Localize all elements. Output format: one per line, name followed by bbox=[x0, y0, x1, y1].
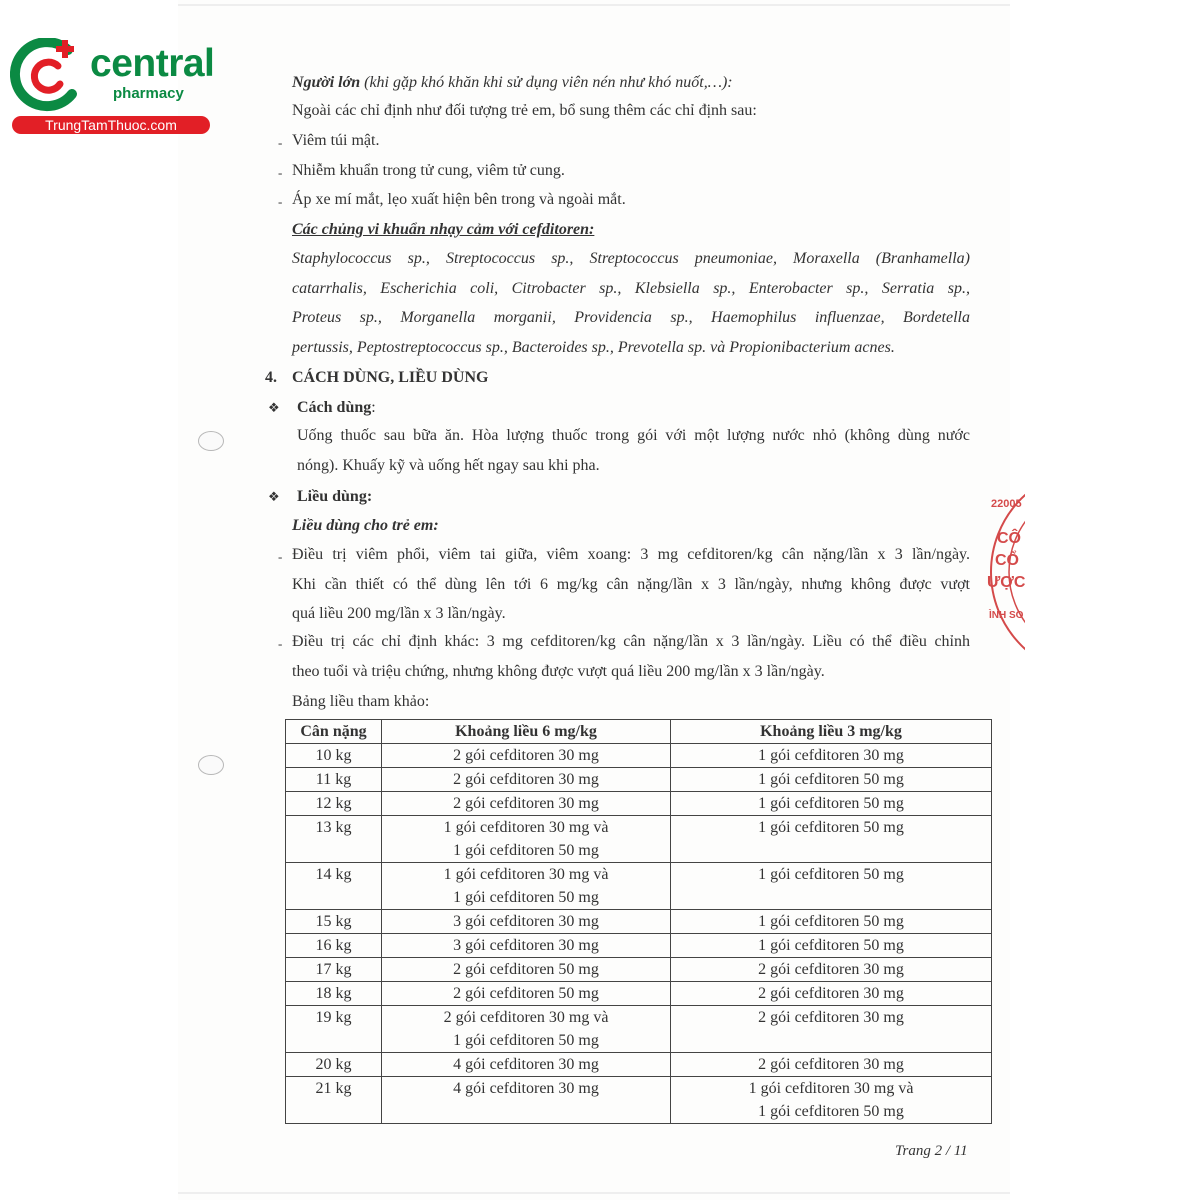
cell-dose-3 bbox=[671, 768, 992, 792]
dosage-item2-line-2: theo tuổi và triệu chứng, nhưng không được vượt quá liều 200 mg/lần x 3 lần/ngày. bbox=[292, 663, 825, 680]
cell-line: 1 gói cefditoren 50 mg bbox=[453, 842, 599, 859]
table-row bbox=[286, 1077, 992, 1124]
cell-dose-6 bbox=[382, 863, 671, 910]
adults-heading-bold: Người lớn bbox=[292, 74, 361, 91]
cell-line: 3 gói cefditoren 30 mg bbox=[453, 913, 599, 930]
table-row bbox=[286, 910, 992, 934]
table-row bbox=[286, 816, 992, 863]
adults-heading bbox=[292, 73, 733, 93]
cell-dose-6 bbox=[382, 982, 671, 1006]
cell-line: 4 gói cefditoren 30 mg bbox=[453, 1056, 599, 1073]
dash-bullet: - bbox=[278, 549, 283, 564]
cell-weight bbox=[286, 744, 382, 768]
dosage-item1-line-2: Khi cần thiết có thể dùng lên tới 6 mg/kg cân nặng/lần x 3 lần/ngày, nhưng không được vượt bbox=[292, 576, 970, 593]
bacteria-heading: Các chủng vi khuẩn nhạy cảm với cefditoren: bbox=[292, 221, 595, 238]
red-seal-stamp bbox=[985, 492, 1025, 652]
table-row bbox=[286, 982, 992, 1006]
cell-dose-3 bbox=[671, 1006, 992, 1053]
cell-dose-3 bbox=[671, 744, 992, 768]
cell-line: 2 gói cefditoren 30 mg bbox=[758, 961, 904, 978]
usage-line-1: Uống thuốc sau bữa ăn. Hòa lượng thuốc trong gói với một lượng nước nhỏ (không dùng nước bbox=[297, 427, 970, 444]
table-row bbox=[286, 863, 992, 910]
stamp-text: ÌNH SO bbox=[989, 610, 1024, 621]
cell-line: 15 kg bbox=[315, 913, 352, 930]
cell-line: 1 gói cefditoren 50 mg bbox=[758, 937, 904, 954]
cell-weight bbox=[286, 1053, 382, 1077]
cell-dose-6 bbox=[382, 934, 671, 958]
cell-line: 1 gói cefditoren 30 mg và bbox=[443, 866, 609, 883]
cell-line: 2 gói cefditoren 30 mg bbox=[758, 1056, 904, 1073]
section-title: CÁCH DÙNG, LIỀU DÙNG bbox=[292, 369, 489, 386]
bacteria-line-2: catarrhalis, Escherichia coli, Citrobacter sp., Klebsiella sp., Enterobacter sp., Serratia sp., bbox=[292, 280, 970, 297]
table-row bbox=[286, 1053, 992, 1077]
dose-reference-table bbox=[285, 719, 992, 1124]
cell-line: 2 gói cefditoren 30 mg và bbox=[443, 1009, 609, 1026]
cell-line: 1 gói cefditoren 50 mg bbox=[453, 1032, 599, 1049]
children-dosage-heading: Liều dùng cho trẻ em: bbox=[292, 517, 439, 534]
page-number: Trang 2 / 11 bbox=[895, 1143, 968, 1159]
cell-line: 17 kg bbox=[315, 961, 352, 978]
cell-dose-6 bbox=[382, 958, 671, 982]
cell-line: 4 gói cefditoren 30 mg bbox=[453, 1080, 599, 1097]
logo-site-banner: TrungTamThuoc.com bbox=[12, 116, 210, 134]
cell-dose-6 bbox=[382, 1006, 671, 1053]
dosage-heading: Liều dùng: bbox=[297, 488, 373, 505]
header-weight: Cân nặng bbox=[286, 720, 382, 744]
cell-line: 1 gói cefditoren 30 mg bbox=[758, 747, 904, 764]
central-pharmacy-logo[interactable] bbox=[10, 38, 215, 138]
cell-line: 13 kg bbox=[315, 819, 352, 836]
punch-hole bbox=[198, 755, 224, 775]
cell-dose-3 bbox=[671, 910, 992, 934]
cell-line: 14 kg bbox=[315, 866, 352, 883]
adults-item-2: Nhiễm khuẩn trong tử cung, viêm tử cung. bbox=[292, 162, 565, 179]
cell-dose-6 bbox=[382, 768, 671, 792]
page-top-edge bbox=[178, 4, 1010, 6]
cell-weight bbox=[286, 982, 382, 1006]
stamp-ring-icon bbox=[985, 492, 1025, 652]
cell-line: 2 gói cefditoren 30 mg bbox=[758, 1009, 904, 1026]
usage-line-2: nóng). Khuấy kỹ và uống hết ngay sau khi pha. bbox=[297, 457, 600, 474]
cell-line: 21 kg bbox=[315, 1080, 352, 1097]
dash-bullet: - bbox=[278, 165, 283, 180]
cell-line: 1 gói cefditoren 50 mg bbox=[758, 866, 904, 883]
adults-intro: Ngoài các chỉ định như đối tượng trẻ em, bổ sung thêm các chỉ định sau: bbox=[292, 102, 757, 119]
diamond-bullet-icon: ❖ bbox=[268, 489, 280, 504]
cell-line: 10 kg bbox=[315, 747, 352, 764]
cell-line: 1 gói cefditoren 50 mg bbox=[758, 795, 904, 812]
stamp-text: CÔ bbox=[997, 530, 1021, 547]
stamp-text: CỔ bbox=[995, 552, 1019, 569]
cell-dose-3 bbox=[671, 792, 992, 816]
cell-dose-3 bbox=[671, 863, 992, 910]
cell-line: 1 gói cefditoren 50 mg bbox=[758, 819, 904, 836]
usage-label: Cách dùng bbox=[297, 399, 372, 416]
dosage-item1-line-1: Điều trị viêm phổi, viêm tai giữa, viêm xoang: 3 mg cefditoren/kg cân nặng/lần x 3 lần/ngày. bbox=[292, 546, 970, 563]
logo-mark-icon bbox=[10, 38, 84, 112]
cell-dose-3 bbox=[671, 816, 992, 863]
cell-line: 19 kg bbox=[315, 1009, 352, 1026]
cell-dose-6 bbox=[382, 816, 671, 863]
cell-weight bbox=[286, 958, 382, 982]
table-row bbox=[286, 1006, 992, 1053]
cell-line: 1 gói cefditoren 50 mg bbox=[758, 771, 904, 788]
cell-dose-6 bbox=[382, 1053, 671, 1077]
cell-weight bbox=[286, 816, 382, 863]
cell-weight bbox=[286, 1006, 382, 1053]
cell-line: 1 gói cefditoren 50 mg bbox=[758, 913, 904, 930]
dosage-item1-line-3: quá liều 200 mg/lần x 3 lần/ngày. bbox=[292, 605, 506, 622]
cell-spacer bbox=[675, 886, 987, 909]
cell-dose-6 bbox=[382, 744, 671, 768]
stamp-text: 22005 bbox=[991, 498, 1022, 510]
table-caption: Bảng liều tham khảo: bbox=[292, 693, 430, 710]
cell-line: 1 gói cefditoren 30 mg và bbox=[748, 1080, 914, 1097]
cell-line: 16 kg bbox=[315, 937, 352, 954]
cell-weight bbox=[286, 768, 382, 792]
cell-spacer bbox=[386, 1100, 666, 1123]
cell-spacer bbox=[290, 1029, 377, 1052]
cell-line: 2 gói cefditoren 30 mg bbox=[453, 795, 599, 812]
table-body bbox=[286, 744, 992, 1124]
adults-item-1: Viêm túi mật. bbox=[292, 132, 380, 149]
diamond-bullet-icon: ❖ bbox=[268, 400, 280, 415]
cell-line: 2 gói cefditoren 30 mg bbox=[758, 985, 904, 1002]
cell-dose-6 bbox=[382, 910, 671, 934]
cell-line: 11 kg bbox=[315, 771, 352, 788]
dosage-item2-line-1: Điều trị các chỉ định khác: 3 mg cefditoren/kg cân nặng/lần x 3 lần/ngày. Liều có thể điều chỉnh bbox=[292, 633, 970, 650]
adults-heading-rest: (khi gặp khó khăn khi sử dụng viên nén như khó nuốt,…): bbox=[360, 74, 733, 91]
header-dose-3: Khoảng liều 3 mg/kg bbox=[671, 720, 992, 744]
section-number: 4. bbox=[265, 369, 277, 386]
punch-hole bbox=[198, 431, 224, 451]
cell-dose-3 bbox=[671, 1053, 992, 1077]
bacteria-line-3: Proteus sp., Morganella morganii, Providencia sp., Haemophilus influenzae, Bordetella bbox=[292, 309, 970, 326]
table-row bbox=[286, 768, 992, 792]
dash-bullet: - bbox=[278, 636, 283, 651]
cell-line: 2 gói cefditoren 30 mg bbox=[453, 771, 599, 788]
cell-line: 1 gói cefditoren 50 mg bbox=[758, 1103, 904, 1120]
cell-line: 18 kg bbox=[315, 985, 352, 1002]
cell-weight bbox=[286, 934, 382, 958]
cell-dose-6 bbox=[382, 792, 671, 816]
cell-line: 2 gói cefditoren 30 mg bbox=[453, 747, 599, 764]
cell-spacer bbox=[290, 1100, 377, 1123]
usage-heading bbox=[297, 398, 376, 418]
cell-spacer bbox=[675, 1029, 987, 1052]
page-bottom-edge bbox=[178, 1192, 1010, 1194]
cell-dose-6 bbox=[382, 1077, 671, 1124]
bacteria-line-4: pertussis, Peptostreptococcus sp., Bacteroides sp., Prevotella sp. và Propionibacterium acnes. bbox=[292, 339, 895, 356]
table-header-row bbox=[286, 720, 992, 744]
cell-line: 1 gói cefditoren 50 mg bbox=[453, 889, 599, 906]
dash-bullet: - bbox=[278, 194, 283, 209]
table-row bbox=[286, 934, 992, 958]
table-row bbox=[286, 792, 992, 816]
cell-weight bbox=[286, 863, 382, 910]
cell-line: 2 gói cefditoren 50 mg bbox=[453, 985, 599, 1002]
cell-spacer bbox=[675, 839, 987, 862]
adults-item-3: Áp xe mí mắt, lẹo xuất hiện bên trong và ngoài mắt. bbox=[292, 191, 626, 208]
cell-dose-3 bbox=[671, 982, 992, 1006]
cell-line: 12 kg bbox=[315, 795, 352, 812]
cell-dose-3 bbox=[671, 958, 992, 982]
table-row bbox=[286, 744, 992, 768]
cell-spacer bbox=[290, 839, 377, 862]
cell-line: 3 gói cefditoren 30 mg bbox=[453, 937, 599, 954]
logo-name: central bbox=[90, 42, 215, 85]
table-row bbox=[286, 958, 992, 982]
cell-line: 1 gói cefditoren 30 mg và bbox=[443, 819, 609, 836]
cell-line: 20 kg bbox=[315, 1056, 352, 1073]
logo-subtitle: pharmacy bbox=[113, 85, 184, 102]
cell-weight bbox=[286, 1077, 382, 1124]
cell-dose-3 bbox=[671, 934, 992, 958]
cell-weight bbox=[286, 792, 382, 816]
cell-weight bbox=[286, 910, 382, 934]
cell-dose-3 bbox=[671, 1077, 992, 1124]
dash-bullet: - bbox=[278, 135, 283, 150]
stamp-text: ƯỢC bbox=[987, 574, 1025, 591]
cell-spacer bbox=[290, 886, 377, 909]
bacteria-line-1: Staphylococcus sp., Streptococcus sp., Streptococcus pneumoniae, Moraxella (Branhamella) bbox=[292, 250, 970, 267]
usage-colon: : bbox=[371, 399, 376, 416]
header-dose-6: Khoảng liều 6 mg/kg bbox=[382, 720, 671, 744]
cell-line: 2 gói cefditoren 50 mg bbox=[453, 961, 599, 978]
